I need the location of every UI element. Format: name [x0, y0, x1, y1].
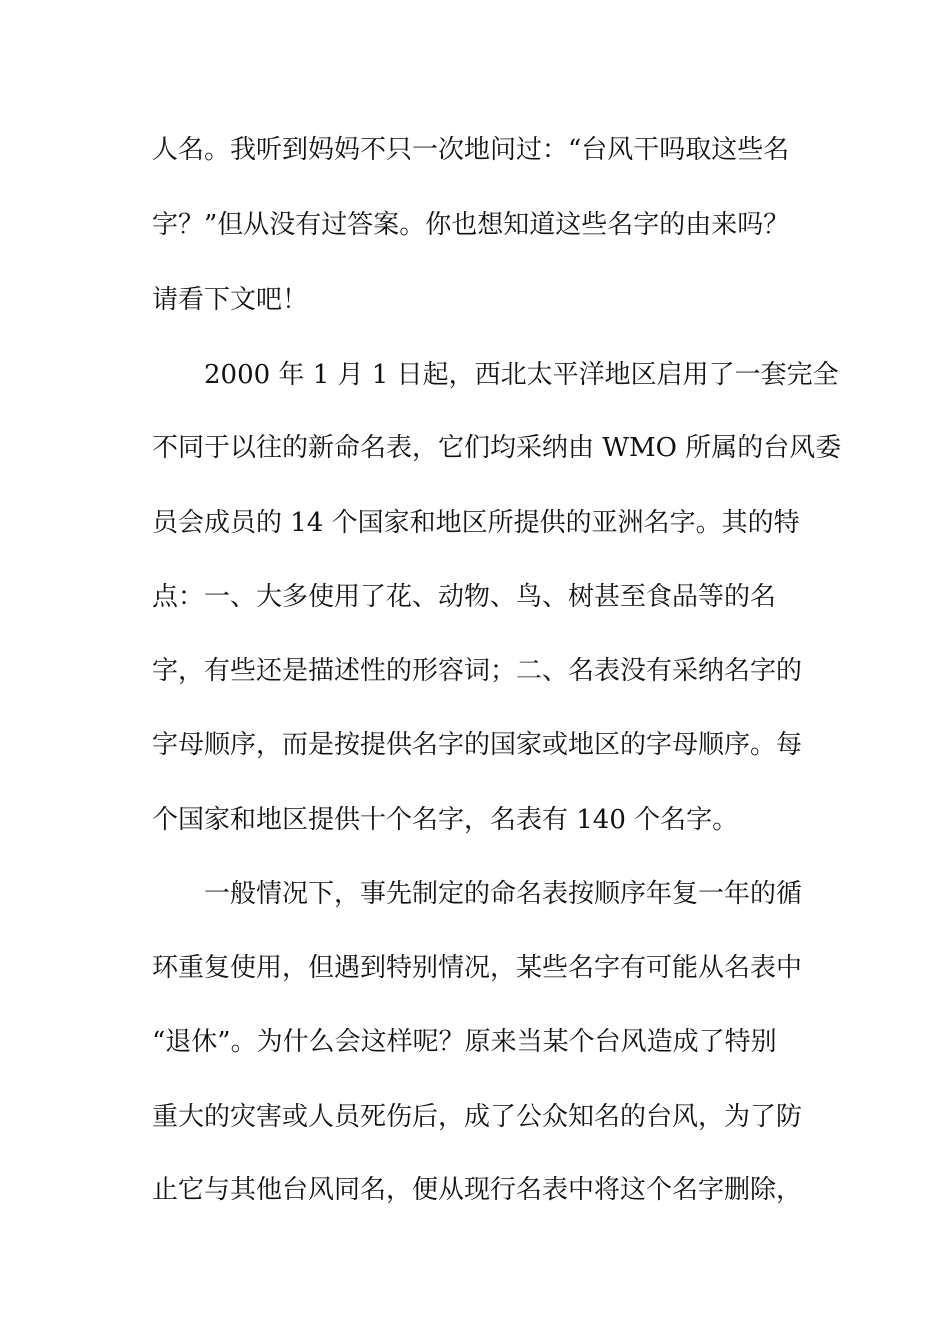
text-line: 点：一、大多使用了花、动物、鸟、树甚至食品等的名 — [152, 582, 777, 612]
text-line: 止它与其他台风同名，便从现行名表中将这个名字删除， — [152, 1175, 803, 1205]
text-line: 员会成员的 14 个国家和地区所提供的亚洲名字。其的特 — [152, 508, 800, 538]
text-line: 字，有些还是描述性的形容词；二、名表没有采纳名字的 — [152, 656, 803, 686]
text-line: 人名。我听到妈妈不只一次地问过：“台风干吗取这些名 — [152, 135, 790, 165]
text-line: 不同于以往的新命名表，它们均采纳由 WMO 所属的台风委 — [152, 433, 842, 463]
text-line: 个国家和地区提供十个名字，名表有 140 个名字。 — [152, 805, 739, 835]
paragraph-start-line: 一般情况下，事先制定的命名表按顺序年复一年的循 — [204, 879, 803, 909]
text-line: “退休”。为什么会这样呢？原来当某个台风造成了特别 — [152, 1027, 777, 1057]
paragraph-start-line: 2000 年 1 月 1 日起，西北太平洋地区启用了一套完全 — [204, 360, 839, 390]
text-line: 字母顺序，而是按提供名字的国家或地区的字母顺序。每 — [152, 730, 803, 760]
text-line: 请看下文吧！ — [152, 285, 309, 315]
text-line: 重大的灾害或人员死伤后，成了公众知名的台风，为了防 — [152, 1102, 803, 1132]
text-line: 字？”但从没有过答案。你也想知道这些名字的由来吗？ — [152, 210, 790, 240]
text-line: 环重复使用，但遇到特别情况，某些名字有可能从名表中 — [152, 953, 803, 983]
